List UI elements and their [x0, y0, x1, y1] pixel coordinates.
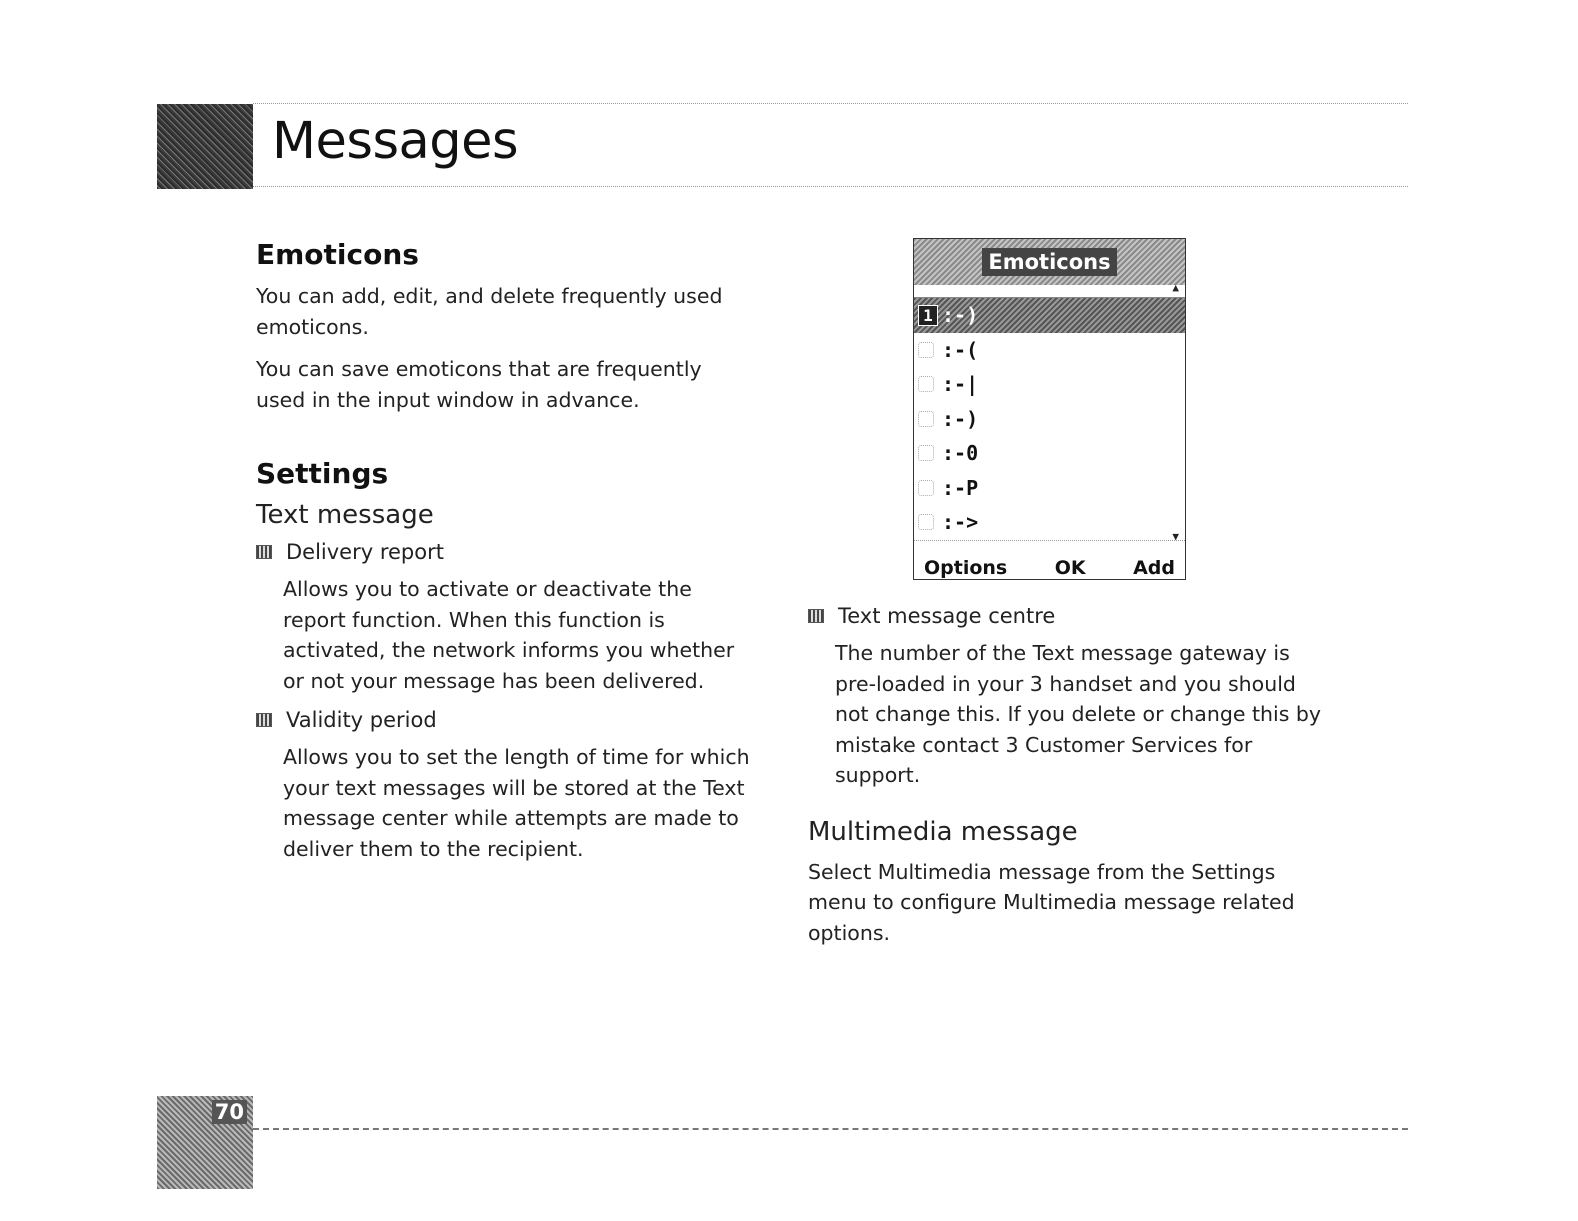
page-number: 70 [212, 1100, 247, 1124]
section-gap [256, 427, 756, 457]
validity-period-description: Allows you to set the length of time for which your text messages will be stored at the Text message center while attempts are made to deliver them to the recipient. [283, 745, 750, 861]
settings-heading: Settings [256, 457, 389, 490]
emoticon-face-icon [918, 480, 934, 496]
phone-title: Emoticons [982, 248, 1116, 276]
softkey-bar [914, 553, 1185, 583]
footer-decoration [157, 1096, 253, 1189]
page-title: Messages [272, 112, 519, 171]
emoticon-list [914, 298, 1185, 540]
header-top-rule [253, 103, 1408, 104]
header-decoration [157, 104, 253, 189]
emoticon-item [914, 333, 1185, 368]
emoticon-item-selected [914, 298, 1185, 333]
phone-title-bar [914, 239, 1185, 285]
emoticon-item [914, 471, 1185, 506]
softkey-options: Options [924, 556, 1008, 579]
emoticon-text: :-) [942, 303, 979, 328]
emoticons-paragraph-2: You can save emoticons that are frequently used in the input window in advance. [256, 357, 702, 412]
emoticon-face-icon [918, 376, 934, 392]
phone-screen [913, 238, 1186, 580]
right-column [808, 604, 1328, 960]
delivery-report-item [256, 540, 756, 564]
validity-period-label: Validity period [286, 708, 437, 732]
text-message-centre-item [808, 604, 1328, 628]
subsection-gap [808, 803, 1328, 817]
multimedia-message-subheading: Multimedia message [808, 816, 1078, 847]
text-message-centre-description: The number of the Text message gateway is pre-loaded in your 3 handset and you should not change this. If you delete or change this by mistake contact 3 Customer Services for support. [835, 641, 1322, 787]
emoticon-item [914, 505, 1185, 540]
emoticons-heading: Emoticons [256, 238, 419, 271]
emoticon-item [914, 436, 1185, 471]
emoticon-item [914, 367, 1185, 402]
softkey-add: Add [1133, 556, 1175, 579]
emoticon-text: :-( [942, 337, 979, 362]
text-message-subheading: Text message [256, 500, 434, 530]
emoticon-face-icon [918, 514, 934, 530]
delivery-report-label: Delivery report [286, 540, 444, 564]
emoticon-text: :-| [942, 372, 979, 397]
softkey-ok: OK [1054, 556, 1086, 579]
emoticon-text: :-> [942, 510, 979, 535]
emoticon-text: :-0 [942, 441, 979, 466]
emoticon-face-icon [918, 342, 934, 358]
left-column [256, 238, 756, 876]
emoticons-paragraph-1: You can add, edit, and delete frequently used emoticons. [256, 284, 723, 339]
emoticon-text: :-) [942, 406, 979, 431]
scroll-down-arrow-icon [914, 540, 1185, 553]
header-bottom-rule [253, 186, 1408, 187]
bullet-icon [256, 713, 272, 727]
emoticon-face-icon [918, 445, 934, 461]
emoticon-item [914, 402, 1185, 437]
footer-rule [253, 1128, 1408, 1130]
bullet-icon [256, 545, 272, 559]
multimedia-message-paragraph: Select Multimedia message from the Settings menu to configure Multimedia message related options. [808, 859, 1295, 945]
text-message-centre-label: Text message centre [838, 604, 1056, 628]
emoticon-text: :-P [942, 475, 979, 500]
selection-number: 1 [918, 305, 938, 326]
delivery-report-description: Allows you to activate or deactivate the report function. When this function is activated, the network informs you whether or not your message has been delivered. [283, 577, 735, 693]
emoticon-face-icon [918, 411, 934, 427]
scroll-up-arrow-icon [914, 285, 1185, 298]
validity-period-item [256, 708, 756, 732]
bullet-icon [808, 609, 824, 623]
